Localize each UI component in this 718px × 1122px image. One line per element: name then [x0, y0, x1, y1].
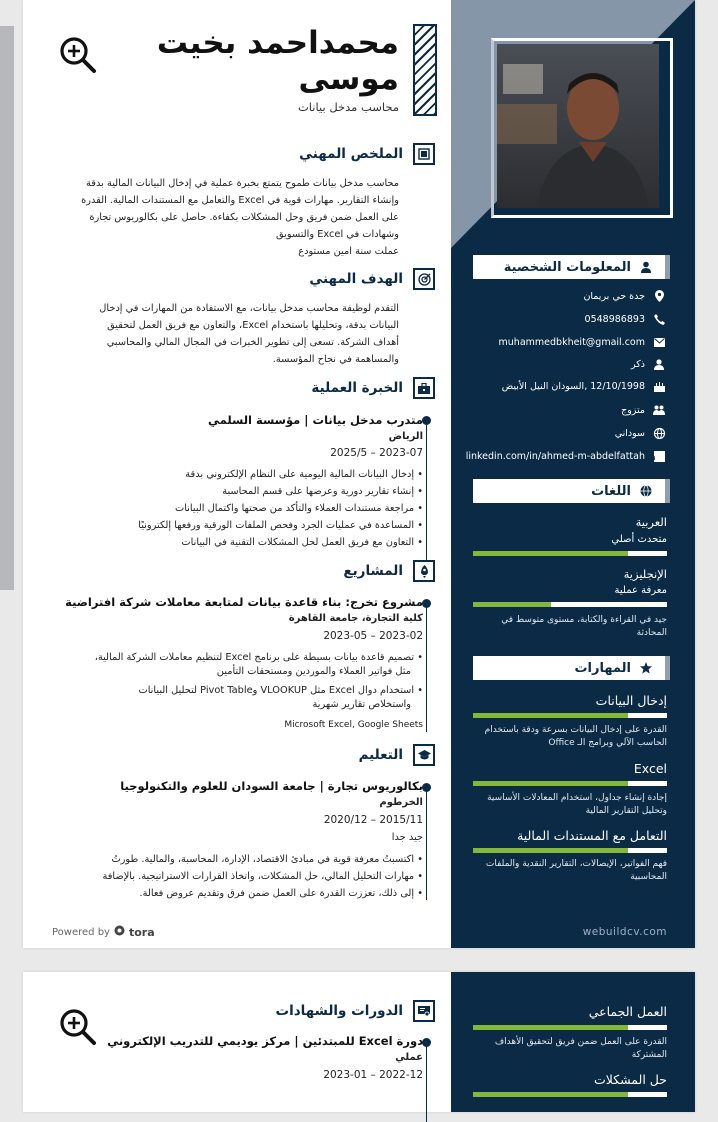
project-tools: Microsoft Excel, Google Sheets: [284, 720, 423, 730]
skill-name: إدخال البيانات: [595, 693, 667, 708]
powered-by-footer: Powered by tora: [52, 925, 155, 939]
language-name: العربية: [635, 515, 667, 529]
language-bar: [473, 551, 667, 556]
globe-icon: [639, 484, 653, 498]
personal-info-title: المعلومات الشخصية: [503, 259, 631, 275]
skill-bar: [473, 1025, 667, 1030]
skill-bar-fill: [473, 781, 628, 786]
skill-desc: إجادة إنشاء جداول، استخدام المعادلات الأساسية وتحليل التقارير المالية: [487, 793, 667, 816]
timeline-dot: [422, 1038, 431, 1047]
experience-location: الرياض: [388, 431, 423, 442]
language-level: معرفة عملية: [614, 585, 667, 596]
main-column: محمداحمد بخيت موسى محاسب مدخل بيانات الملخص المهني محاسب مدخل بيانات طموح يتمتع بخبرة عملية في إدخال البيانات المالية بدقة وإنشاء التقارير. مهارات قوية في Excel والتعامل مع المستندات المالية. القدرة على العمل ضمن فريق وحل المشكلات بكفاءة. حاصل على بكالوريوس تجارة وشهادات في Excel والتسويق عملت سنة امين مستودع الهدف المهني التقدم لوظيفة محاسب مدخل بيانات، مع الاستفادة من المهارات في إدخال البيانات بدقة، وتحليلها باستخدام Excel، والتعاون مع فريق العمل لتحقيق أهداف الشركة. تسعى إلى تطوير الخبرات في المجال المالي والمحاسبي والمساهمة في نجاح المؤسسة. الخبرة العملية متدرب مدخل بيانات | مؤسسة السلمي الرياض 2023-07 – 2025/5 • إدخال البيانات المالية اليومية على النظام الإلكتروني بدقة • إنشاء تقارير دورية وعرضها على قسم المحاسبة • مراجعة مستندات العملاء والتأكد من صحتها واكتمال البيانات • المساعدة في عمليات الجرد وفحص الملفات الورقية ورفعها إلكترونيًا • التعاون مع فريق العمل لحل المشكلات التقنية في البيانات المشاريع مشروع تخرج: بناء قاعدة بيانات لمتابعة معاملات شركة افتراضية كلية التجارة، جامعة القاهرة 2023-02 – 2023-05 • تصميم قاعدة بيانات بسيطة على برنامج Excel لتنظيم معاملات الشركة المالية، مثل فواتير العملاء والموردين ومستحقات التأمين • استخدام دوال Excel مثل VLOOKUP وPivot Table لتحليل البيانات واستخلاص تقارير شهرية Microsoft Excel, Google Sheets التعليم بكالوريوس تجارة | جامعة السودان للعلوم والتكنولوجيا الخرطوم 2015/11 – 2020/12 جيد جدا • اكتسبتُ معرفة قوية في مبادئ الاقتصاد، الإدارة، المحاسبة، والمالية. طورتُ • مهارات التحليل المالي، حل المشكلات، واتخاذ القرارات الاستراتيجية. بالإضافة • إلى ذلك، تعززت القدرة على العمل ضمن فرق وتقديم عروض فعالة.: [23, 0, 451, 948]
couple-icon: [653, 404, 665, 416]
certificate-icon: [413, 1000, 435, 1022]
projects-title: المشاريع: [343, 563, 403, 579]
languages-header: [473, 479, 665, 503]
timeline-line: [426, 420, 427, 560]
experience-section-header: [311, 377, 435, 399]
zoom-in-icon[interactable]: [59, 1008, 97, 1046]
info-location: جدة حي بريمان: [465, 290, 665, 302]
language-bar-fill: [473, 602, 551, 607]
header-edge: [665, 255, 670, 279]
language-bar: [473, 602, 667, 607]
course-dates: 2022-12 – 2023-01: [323, 1069, 423, 1081]
objective-text: التقدم لوظيفة محاسب مدخل بيانات، مع الاستفادة من المهارات في إدخال البيانات بدقة، وتحليلها باستخدام Excel، والتعاون مع فريق العمل لتحقيق أهداف الشركة. تسعى إلى تطوير الخبرات في المجال المالي والمحاسبي والمساهمة في نجاح المؤسسة.: [99, 303, 399, 365]
summary-text: محاسب مدخل بيانات طموح يتمتع بخبرة عملية في إدخال البيانات المالية بدقة وإنشاء التقارير. مهارات قوية في Excel والتعامل مع المستندات المالية. القدرة على العمل ضمن فريق وحل المشكلات بكفاءة. حاصل على بكالوريوس تجارة وشهادات في Excel والتسويق عملت سنة امين مستودع: [81, 178, 399, 257]
objective-section-header: [309, 268, 435, 290]
courses-title: الدورات والشهادات: [275, 1003, 403, 1019]
globe-icon: [653, 427, 665, 439]
info-email: muhammedbkheit@gmail.com: [465, 336, 665, 348]
languages-title: اللغات: [591, 483, 631, 499]
language-bar-fill: [473, 551, 628, 556]
skill-bar: [473, 781, 667, 786]
summary-icon: [413, 143, 435, 165]
project-org: كلية التجارة، جامعة القاهرة: [288, 613, 423, 624]
graduation-cap-icon: [413, 744, 435, 766]
briefcase-icon: [413, 377, 435, 399]
timeline-line: [426, 1042, 427, 1122]
objective-title: الهدف المهني: [309, 271, 403, 287]
projects-section-header: [343, 560, 435, 582]
sidebar: [451, 0, 695, 948]
education-section-header: [359, 744, 435, 766]
project-dates: 2023-02 – 2023-05: [323, 630, 423, 642]
experience-title: الخبرة العملية: [311, 380, 403, 396]
birthday-cake-icon: [653, 380, 665, 392]
location-icon: [653, 290, 665, 302]
education-dates: 2015/11 – 2020/12: [323, 814, 423, 826]
header-edge: [665, 479, 670, 503]
skill-bar-fill: [473, 1092, 628, 1097]
skill-bar-fill: [473, 713, 628, 718]
experience-dates: 2023-07 – 2025/5: [330, 447, 423, 459]
timeline-dot: [422, 783, 431, 792]
personal-info-header: [473, 255, 665, 279]
project-bullets: • تصميم قاعدة بيانات بسيطة على برنامج Excel لتنظيم معاملات الشركة المالية،: [73, 649, 423, 666]
info-birth: 12/10/1998 ,السودان النيل الأبيض: [465, 380, 665, 392]
target-icon: [413, 268, 435, 290]
timeline-dot: [422, 416, 431, 425]
webuildcv-footer: webuildcv.com: [582, 926, 667, 938]
experience-role: متدرب مدخل بيانات | مؤسسة السلمي: [207, 413, 423, 427]
skill-name: التعامل مع المستندات المالية: [517, 828, 667, 843]
info-gender: ذكر: [465, 358, 665, 370]
skill-name: Excel: [633, 761, 667, 776]
job-title: محاسب مدخل بيانات: [297, 100, 399, 114]
summary-title: الملخص المهني: [299, 146, 403, 162]
info-linkedin: in linkedin.com/in/ahmed-m-abdelfattah: [465, 450, 665, 462]
education-location: الخرطوم: [379, 797, 423, 808]
education-text: • اكتسبتُ معرفة قوية في مبادئ الاقتصاد، الإدارة، المحاسبة، والمالية. طورتُ • مهارات التحليل المالي، حل المشكلات، واتخاذ القرارات الاستراتيجية. بالإضافة • إلى ذلك، تعززت القدرة على العمل ضمن فرق وتقديم عروض فعالة.: [63, 851, 423, 902]
skill-desc: القدرة على إدخال البيانات بسرعة ودقة باستخدام الحاسب الآلي وبرامج الـ Office: [484, 725, 667, 748]
person-icon: [639, 260, 653, 274]
linkedin-icon: [646, 450, 665, 462]
timeline-dot: [422, 599, 431, 608]
scrollbar[interactable]: [0, 26, 14, 590]
sidebar: [451, 972, 695, 1112]
phone-icon: [653, 313, 665, 325]
info-marital: متزوج: [465, 404, 665, 416]
language-note: جيد في القراءة والكتابة، مستوى متوسط في المحادثة: [501, 615, 667, 638]
skill-bar: [473, 848, 667, 853]
skill-bar: [473, 713, 667, 718]
language-name: الإنجليزية: [623, 567, 667, 581]
skill-bar-fill: [473, 1025, 628, 1030]
resume-page-2: [23, 972, 695, 1112]
courses-section-header: [276, 1000, 435, 1022]
skills-header: [473, 656, 665, 680]
language-level: متحدث أصلي: [611, 534, 667, 545]
star-icon: [639, 661, 653, 675]
skill-desc: القدرة على العمل ضمن فريق لتحقيق الأهداف المشتركة: [494, 1037, 667, 1060]
skill-name: العمل الجماعي: [588, 1004, 667, 1019]
education-grade: جيد جدا: [391, 832, 423, 843]
course-type: عملي: [395, 1052, 423, 1063]
info-phone: 0548986893: [465, 313, 665, 325]
education-degree: بكالوريوس تجارة | جامعة السودان للعلوم والتكنولوجيا: [120, 779, 423, 793]
rocket-icon: [413, 560, 435, 582]
skill-name: حل المشكلات: [594, 1072, 667, 1087]
course-name: دورة Excel للمبتدئين | مركز يوديمي للتدريب الإلكتروني: [107, 1034, 423, 1048]
zoom-in-icon[interactable]: [59, 36, 97, 74]
full-name: محمداحمد بخيت موسى: [156, 25, 399, 97]
experience-bullets: • إدخال البيانات المالية اليومية على النظام الإلكتروني بدقة • إنشاء تقارير دورية وعرضها على قسم المحاسبة • مراجعة مستندات العملاء والتأكد من صحتها واكتمال البيانات • المساعدة في عمليات الجرد وفحص الملفات الورقية ورفعها إلكترونيًا • التعاون مع فريق العمل لحل المشكلات التقنية في البيانات: [73, 466, 423, 551]
timeline-line: [426, 604, 427, 732]
resume-page-1: [23, 0, 695, 948]
skills-title: المهارات: [574, 660, 631, 676]
info-nationality: سوداني: [465, 427, 665, 439]
profile-photo: [497, 44, 659, 208]
skill-bar-fill: [473, 848, 628, 853]
svg-text:in: in: [646, 452, 655, 462]
header-stripe-decoration: [413, 24, 437, 116]
timeline-line: [426, 788, 427, 900]
project-bullets: • استخدام دوال Excel مثل VLOOKUP وPivot Table لتحليل البيانات: [73, 682, 423, 699]
summary-section-header: [299, 143, 435, 165]
person-icon: [653, 358, 665, 370]
skill-desc: فهم الفواتير، الإيصالات، التقارير النقدية والملفات المحاسبية: [485, 859, 667, 882]
email-icon: [653, 336, 665, 348]
education-title: التعليم: [358, 747, 403, 763]
project-name: مشروع تخرج: بناء قاعدة بيانات لمتابعة معاملات شركة افتراضية: [65, 595, 423, 609]
tora-logo-icon: [114, 925, 125, 939]
skill-bar: [473, 1092, 667, 1097]
header-edge: [665, 656, 670, 680]
